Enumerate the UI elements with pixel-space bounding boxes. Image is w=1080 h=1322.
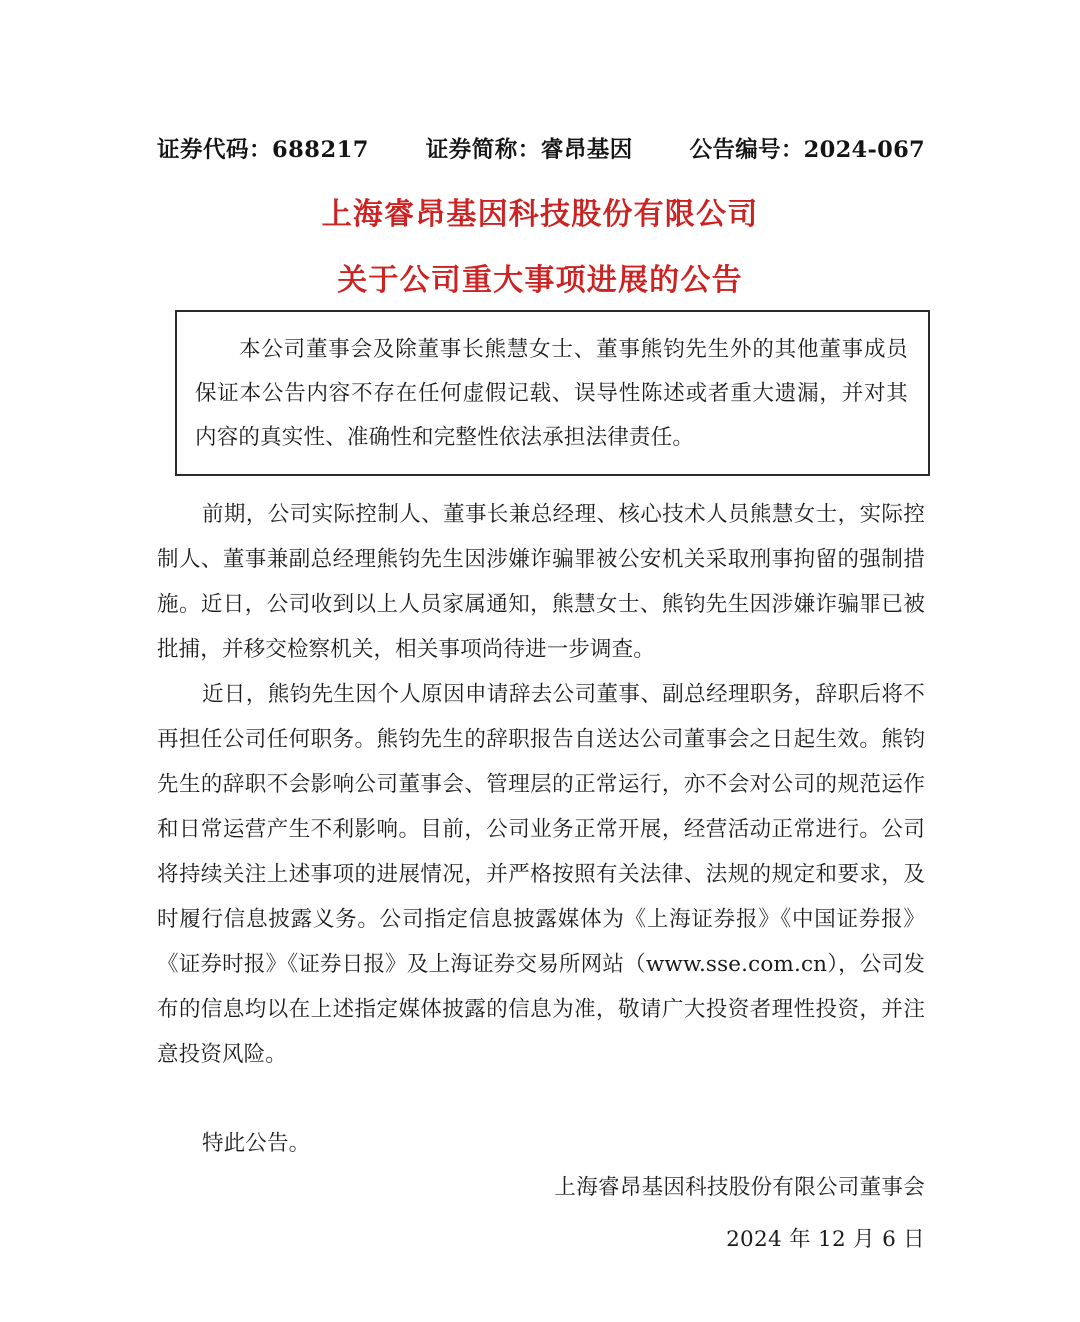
signature-date: 2024 年 12 月 6 日 [726,1227,925,1252]
company-title: 上海睿昂基因科技股份有限公司 [321,197,759,232]
disclaimer-box [175,310,930,476]
announcement-title: 关于公司重大事项进展的公告 [337,263,743,298]
body-content [157,492,925,1166]
signature-company: 上海睿昂基因科技股份有限公司董事会 [554,1175,925,1200]
disclaimer-text: 本公司董事会及除董事长熊慧女士、董事熊钧先生外的其他董事成员保证本公告内容不存在任何虚假记载、误导性陈述或者重大遗漏，并对其内容的真实性、准确性和完整性依法承担法律责任。 [195,337,908,450]
announcement-number: 公告编号：2024-067 [689,137,925,163]
body-paragraph-1: 前期，公司实际控制人、董事长兼总经理、核心技术人员熊慧女士，实际控制人、董事兼副总经理熊钧先生因涉嫌诈骗罪被公安机关采取刑事拘留的强制措施。近日，公司收到以上人员家属通知，熊慧女士、熊钧先生因涉嫌诈骗罪已被批捕，并移交检察机关，相关事项尚待进一步调查。 [157,502,925,662]
security-code: 证券代码：688217 [157,137,369,163]
body-paragraph-2: 近日，熊钧先生因个人原因申请辞去公司董事、副总经理职务，辞职后将不再担任公司任何职务。熊钧先生的辞职报告自送达公司董事会之日起生效。熊钧先生的辞职不会影响公司董事会、管理层的正常运行，亦不会对公司的规范运作和日常运营产生不利影响。目前，公司业务正常开展，经营活动正常进行。公司将持续关注上述事项的进展情况，并严格按照有关法律、法规的规定和要求，及时履行信息披露义务。公司指定信息披露媒体为《上海证券报》《中国证券报》《证券时报》《证券日报》及上海证券交易所网站（www.sse.com.cn），公司发布的信息均以在上述指定媒体披露的信息为准，敬请广大投资者理性投资，并注意投资风险。 [157,682,925,1067]
title-block [0,196,1080,300]
signature-block [157,1168,925,1260]
security-name: 证券简称：睿昂基因 [425,137,633,163]
document-header [157,132,925,164]
closing-statement: 特此公告。 [202,1131,311,1156]
